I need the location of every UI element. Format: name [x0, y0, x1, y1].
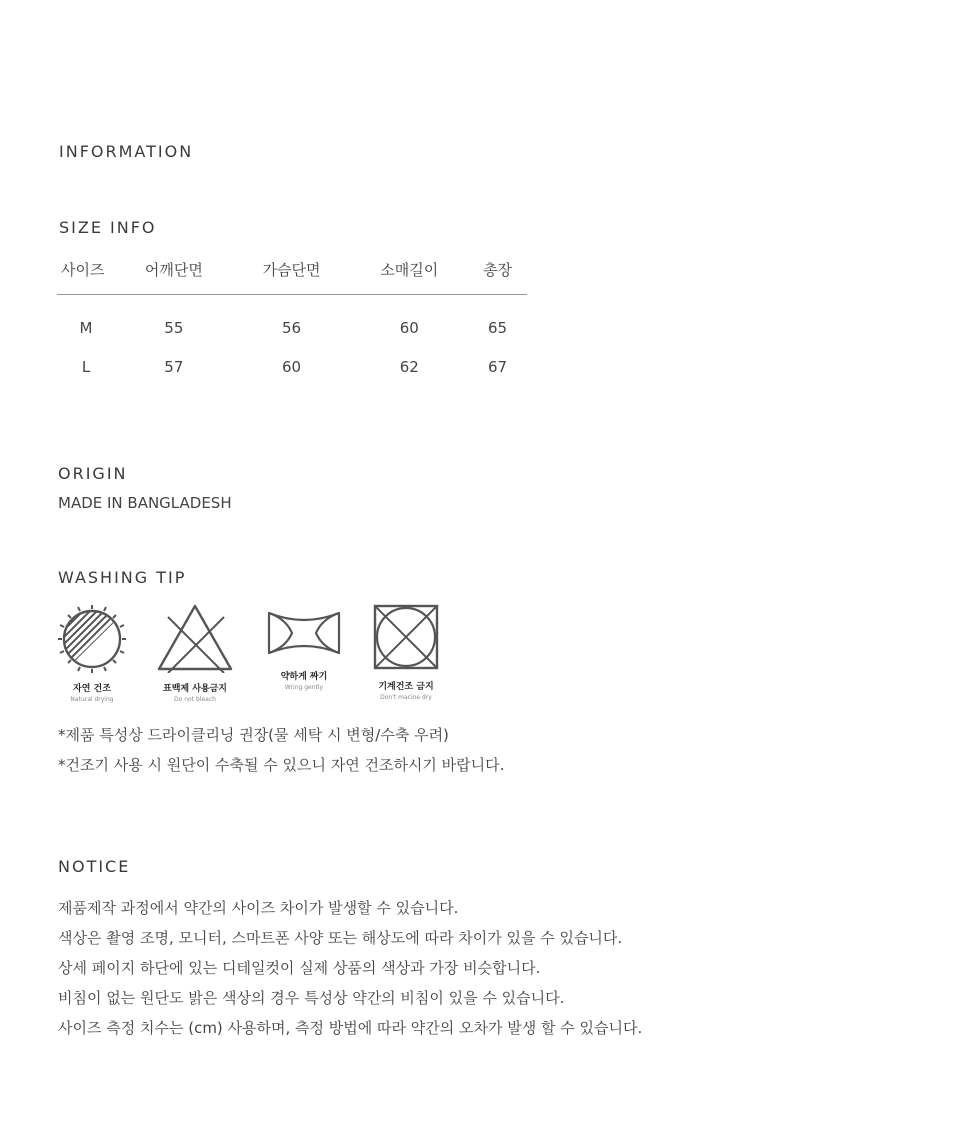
- icon-sublabel: Wring gently: [284, 684, 324, 691]
- table-cell: M: [79, 318, 93, 337]
- size-table-header-row: [57, 252, 527, 295]
- icon-sublabel: Don't macine dry: [380, 694, 432, 701]
- icon-label: 약하게 짜기: [280, 672, 328, 682]
- washing-icon-item: [366, 603, 446, 701]
- washing-icon-item: [155, 603, 235, 703]
- notice-line: 제품제작 과정에서 약간의 사이즈 차이가 발생할 수 있습니다.: [58, 899, 459, 917]
- table-cell: 55: [164, 318, 184, 337]
- origin-title: ORIGIN: [58, 464, 128, 483]
- header-length: 총장: [468, 252, 527, 295]
- header-size: 사이즈: [57, 252, 115, 295]
- information-title: INFORMATION: [59, 142, 194, 161]
- icon-label: 자연 건조: [73, 684, 111, 694]
- washing-note: *건조기 사용 시 원단이 수축될 수 있으니 자연 건조하시기 바랍니다.: [58, 756, 505, 774]
- notice-line: 상세 페이지 하단에 있는 디테일컷이 실제 상품의 색상과 가장 비슷합니다.: [58, 959, 541, 977]
- size-table: [57, 252, 527, 386]
- table-cell: 67: [488, 357, 508, 376]
- washing-note: *제품 특성상 드라이클리닝 권장(물 세탁 시 변형/수축 우려): [58, 726, 449, 744]
- table-cell: 56: [282, 318, 302, 337]
- table-cell: 62: [399, 357, 419, 376]
- icon-sublabel: Natural drying: [70, 696, 114, 703]
- icon-sublabel: Do not bleach: [174, 696, 216, 703]
- table-cell: 60: [282, 357, 302, 376]
- no-machine-dry-icon: [372, 603, 440, 671]
- notice-line: 색상은 촬영 조명, 모니터, 스마트폰 사양 또는 해상도에 따라 차이가 있을 수 있습니다.: [58, 929, 623, 947]
- header-sleeve: 소매길이: [350, 252, 468, 295]
- icon-label: 기계건조 금지: [378, 682, 434, 692]
- header-shoulder: 어깨단면: [115, 252, 233, 295]
- table-row: [57, 295, 527, 348]
- header-chest: 가슴단면: [233, 252, 351, 295]
- origin-value: MADE IN BANGLADESH: [58, 494, 232, 512]
- table-cell: 57: [164, 357, 184, 376]
- table-row: [57, 347, 527, 386]
- no-bleach-icon: [156, 603, 234, 673]
- icon-label: 표백제 사용금지: [163, 684, 227, 694]
- sun-drying-icon: [57, 603, 127, 673]
- washing-icon-item: [52, 603, 132, 703]
- table-cell: 65: [488, 318, 508, 337]
- size-info-title: SIZE INFO: [59, 218, 157, 237]
- notice-line: 비침이 없는 원단도 밝은 색상의 경우 특성상 약간의 비침이 있을 수 있습니다.: [58, 989, 565, 1007]
- washing-icon-item: [263, 603, 345, 691]
- washing-tip-title: WASHING TIP: [58, 568, 187, 587]
- table-cell: L: [81, 357, 91, 376]
- notice-title: NOTICE: [58, 857, 131, 876]
- table-cell: 60: [399, 318, 419, 337]
- notice-line: 사이즈 측정 치수는 (cm) 사용하며, 측정 방법에 따라 약간의 오차가 발생 할 수 있습니다.: [58, 1019, 643, 1037]
- notice-list: [58, 893, 642, 1043]
- wring-gently-icon: [264, 603, 344, 661]
